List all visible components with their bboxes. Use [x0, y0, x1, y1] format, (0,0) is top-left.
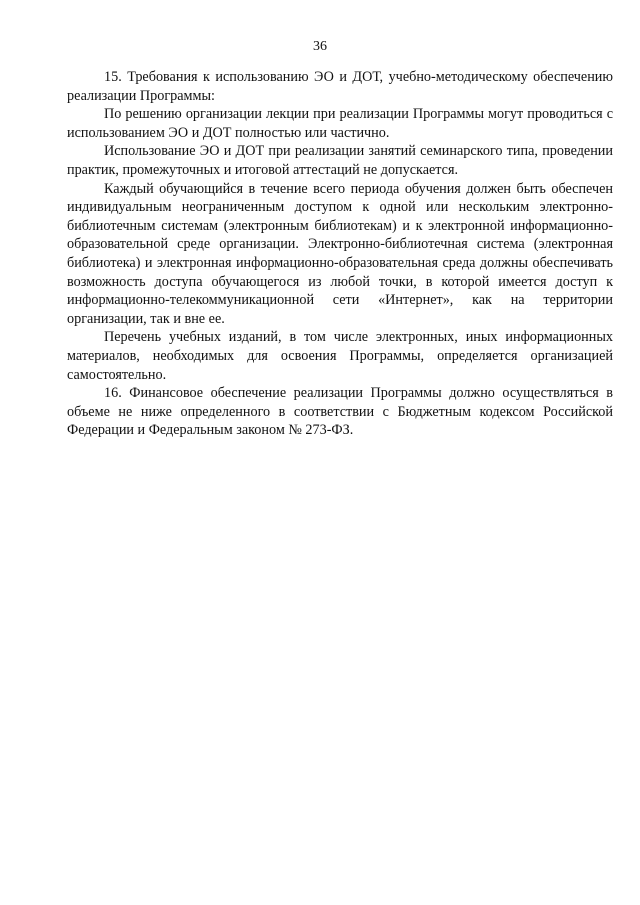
paragraph-requirements-heading: 15. Требования к использованию ЭО и ДОТ, учебно-методическому обеспечению реализации Программы: [67, 69, 613, 104]
document-body [67, 68, 613, 440]
paragraph-library-access: Каждый обучающийся в течение всего периода обучения должен быть обеспечен индивидуальным неограниченным доступом к одной или нескольким электронно-библиотечным системам (электронным библиотекам) и к электронной информационно-образовательной среде организации. Электронно-библиотечная система (электронная библиотека) и электронная информационно-образовательная среда должны обеспечивать возможность доступа обучающегося из любой точки, в которой имеется доступ к информационно-телекоммуникационной сети «Интернет», как на территории организации, так и вне ее. [67, 180, 613, 327]
paragraph-financing: 16. Финансовое обеспечение реализации Программы должно осуществляться в объеме не ниже определенного в соответствии с Бюджетным кодексом Российской Федерации и Федеральным законом № 273-ФЗ. [67, 385, 613, 439]
paragraph-educational-materials: Перечень учебных изданий, в том числе электронных, иных информационных материалов, необходимых для освоения Программы, определяется организацией самостоятельно. [67, 329, 613, 383]
page-number: 36 [313, 39, 327, 54]
paragraph-seminars: Использование ЭО и ДОТ при реализации занятий семинарского типа, проведении практик, промежуточных и итоговой аттестаций не допускается. [67, 143, 613, 178]
paragraph-lectures: По решению организации лекции при реализации Программы могут проводиться с использованием ЭО и ДОТ полностью или частично. [67, 106, 613, 141]
